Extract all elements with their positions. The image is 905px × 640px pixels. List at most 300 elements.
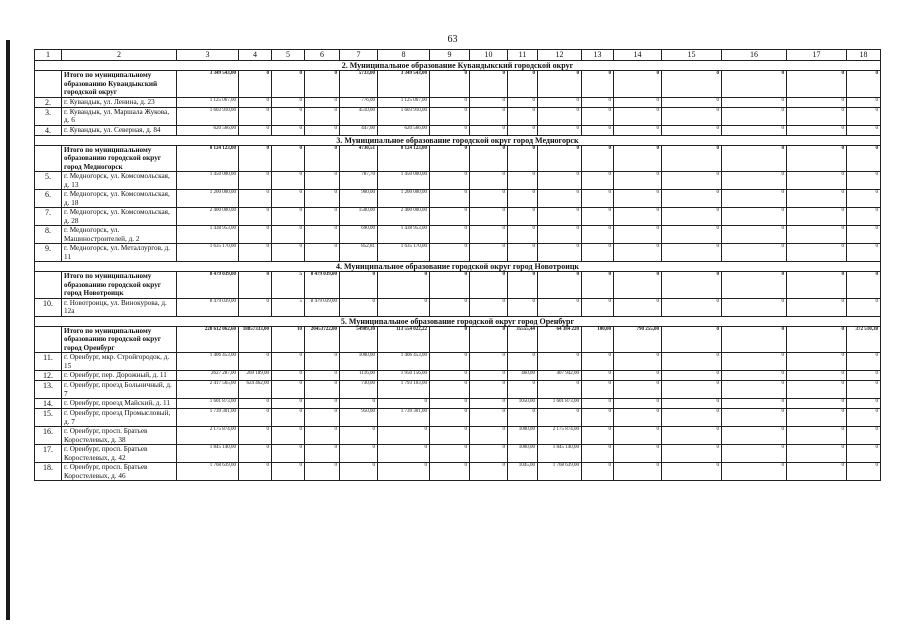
value-cell: 1 406 453,00 — [177, 353, 239, 371]
value-cell: 0 — [272, 427, 305, 445]
value-cell: 0 — [378, 427, 430, 445]
value-cell: 0 — [847, 244, 881, 262]
value-cell: 0 — [305, 427, 340, 445]
value-cell: 0 — [538, 244, 582, 262]
value-cell: 0 — [508, 298, 538, 316]
value-cell: 1 768 639,00 — [538, 463, 582, 481]
value-cell: 0 — [378, 445, 430, 463]
value-cell: 0 — [430, 371, 470, 381]
value-cell: 1 845 140,00 — [177, 445, 239, 463]
value-cell: 0 — [847, 427, 881, 445]
value-cell: 690,00 — [340, 226, 378, 244]
table-row — [35, 208, 881, 226]
value-cell: 0 — [305, 107, 340, 125]
table-row — [35, 244, 881, 262]
value-cell: 0 — [538, 71, 582, 98]
value-cell: 0 — [538, 172, 582, 190]
value-cell: 0 — [614, 125, 662, 135]
value-cell: 0 — [614, 427, 662, 445]
value-cell: 0 — [272, 145, 305, 172]
column-number: 16 — [722, 50, 787, 61]
value-cell: 1 406 453,00 — [378, 353, 430, 371]
value-cell: 1 200 000,00 — [378, 190, 430, 208]
value-cell: 10 — [272, 326, 305, 353]
value-cell: 0 — [538, 272, 582, 299]
table-row — [35, 226, 881, 244]
value-cell: 0 — [239, 427, 272, 445]
value-cell: 1 739 301,00 — [378, 409, 430, 427]
value-cell: 1116,00 — [340, 371, 378, 381]
value-cell: 0 — [272, 353, 305, 371]
value-cell: 0 — [538, 353, 582, 371]
value-cell: 0 — [430, 71, 470, 98]
value-cell: 0 — [722, 353, 787, 371]
value-cell: 1 635 170,00 — [378, 244, 430, 262]
row-index: 2. — [35, 97, 62, 107]
value-cell: 1 125 067,00 — [378, 97, 430, 107]
page-number: 63 — [447, 34, 458, 45]
value-cell: 0 — [662, 298, 722, 316]
value-cell: 0 — [787, 399, 847, 409]
value-cell: 0 — [508, 125, 538, 135]
value-cell: 0 — [272, 107, 305, 125]
row-name: г. Медногорск, ул. Комсомольская, д. 13 — [62, 172, 177, 190]
value-cell: 0 — [340, 298, 378, 316]
value-cell: 1 603 910,00 — [177, 107, 239, 125]
row-name: г. Новотроицк, ул. Винокурова, д. 12а — [62, 298, 177, 316]
value-cell: 0 — [508, 226, 538, 244]
table-row — [35, 445, 881, 463]
value-cell: 0 — [662, 381, 722, 399]
value-cell: 0 — [787, 208, 847, 226]
value-cell: 8 479 039,00 — [305, 272, 340, 299]
value-cell: 5 — [272, 272, 305, 299]
value-cell: 0 — [847, 97, 881, 107]
value-cell: 8 124 123,00 — [177, 145, 239, 172]
value-cell: 0 — [430, 427, 470, 445]
value-cell: 0 — [787, 107, 847, 125]
value-cell: 0 — [239, 145, 272, 172]
value-cell: 0 — [508, 353, 538, 371]
value-cell: 0 — [272, 208, 305, 226]
value-cell: 620 566,00 — [378, 125, 430, 135]
value-cell: 0 — [614, 371, 662, 381]
table-row — [35, 399, 881, 409]
value-cell: 0 — [582, 381, 614, 399]
value-cell: 0 — [470, 125, 508, 135]
value-cell: 0 — [582, 427, 614, 445]
value-cell: 0 — [508, 190, 538, 208]
value-cell: 0 — [847, 445, 881, 463]
value-cell: 0 — [847, 208, 881, 226]
value-cell: 0 — [662, 125, 722, 135]
value-cell: 0 — [305, 208, 340, 226]
value-cell: 0 — [722, 71, 787, 98]
value-cell: 4730,51 — [340, 145, 378, 172]
value-cell: 0 — [239, 445, 272, 463]
value-cell: 0 — [430, 326, 470, 353]
value-cell: 0 — [582, 409, 614, 427]
value-cell: 0 — [239, 97, 272, 107]
value-cell: 0 — [508, 244, 538, 262]
row-index: 11. — [35, 353, 62, 371]
column-number: 1 — [35, 50, 62, 61]
value-cell: 0 — [662, 427, 722, 445]
table-row — [35, 353, 881, 371]
row-index: 17. — [35, 445, 62, 463]
value-cell: 460,00 — [508, 371, 538, 381]
value-cell: 5 — [272, 298, 305, 316]
value-cell: 0 — [614, 172, 662, 190]
row-index: 15. — [35, 409, 62, 427]
value-cell: 0 — [847, 190, 881, 208]
value-cell: 113 554 022,22 — [378, 326, 430, 353]
value-cell: 0 — [662, 97, 722, 107]
value-cell: 1 438 953,00 — [378, 226, 430, 244]
value-cell: 776,00 — [340, 97, 378, 107]
row-index: 12. — [35, 371, 62, 381]
value-cell: 100,00 — [582, 326, 614, 353]
value-cell: 269 189,00 — [239, 371, 272, 381]
table-row — [35, 298, 881, 316]
value-cell: 8 479 039,00 — [177, 298, 239, 316]
value-cell: 0 — [847, 353, 881, 371]
table-row — [35, 190, 881, 208]
value-cell: 2 417 565,00 — [177, 381, 239, 399]
row-index: 13. — [35, 381, 62, 399]
value-cell: 0 — [662, 399, 722, 409]
value-cell: 0 — [508, 381, 538, 399]
row-index — [35, 71, 62, 98]
value-cell: 1 601 873,00 — [538, 399, 582, 409]
value-cell: 54989,30 — [340, 326, 378, 353]
value-cell: 787,70 — [340, 172, 378, 190]
column-number: 18 — [847, 50, 881, 61]
section-title: 5. Муниципальное образование городской округ город Оренбург — [35, 316, 881, 326]
value-cell: 0 — [538, 125, 582, 135]
value-cell: 0 — [847, 463, 881, 481]
value-cell: 0 — [787, 71, 847, 98]
value-cell: 0 — [662, 208, 722, 226]
table-row — [35, 381, 881, 399]
value-cell: 5733,00 — [340, 71, 378, 98]
value-cell: 0 — [662, 172, 722, 190]
value-cell: 0 — [305, 409, 340, 427]
row-index — [35, 272, 62, 299]
value-cell: 0 — [470, 298, 508, 316]
value-cell: 0 — [239, 71, 272, 98]
value-cell: 0 — [787, 244, 847, 262]
value-cell: 0 — [582, 244, 614, 262]
value-cell: 0 — [508, 272, 538, 299]
value-cell: 8 479 039,00 — [177, 272, 239, 299]
value-cell: 18857333,00 — [239, 326, 272, 353]
row-name: г. Оренбург, пер. Дорожный, д. 11 — [62, 371, 177, 381]
value-cell: 0 — [722, 272, 787, 299]
table-row — [35, 107, 881, 125]
value-cell: 0 — [582, 353, 614, 371]
value-cell: 0 — [470, 97, 508, 107]
value-cell: 790 255,00 — [614, 326, 662, 353]
value-cell: 0 — [614, 208, 662, 226]
value-cell: 0 — [847, 71, 881, 98]
value-cell: 1 125 067,00 — [177, 97, 239, 107]
value-cell: 0 — [847, 399, 881, 409]
row-index: 16. — [35, 427, 62, 445]
value-cell: 0 — [787, 298, 847, 316]
value-cell: 0 — [614, 107, 662, 125]
value-cell: 0 — [538, 298, 582, 316]
value-cell: 0 — [787, 353, 847, 371]
value-cell: 0 — [787, 409, 847, 427]
row-name: Итого по муниципальному образованию городской округ город Новотроицк — [62, 272, 177, 299]
value-cell: 0 — [239, 172, 272, 190]
value-cell: 0 — [847, 298, 881, 316]
value-cell: 0 — [787, 326, 847, 353]
value-cell: 0 — [582, 125, 614, 135]
value-cell: 0 — [470, 107, 508, 125]
value-cell: 0 — [239, 409, 272, 427]
value-cell: 0 — [239, 463, 272, 481]
value-cell: 0 — [470, 326, 508, 353]
row-index: 8. — [35, 226, 62, 244]
value-cell: 0 — [662, 226, 722, 244]
value-cell: 0 — [305, 71, 340, 98]
value-cell: 0 — [430, 353, 470, 371]
value-cell: 0 — [582, 97, 614, 107]
value-cell: 0 — [508, 172, 538, 190]
value-cell: 0 — [305, 97, 340, 107]
column-number: 7 — [340, 50, 378, 61]
value-cell: 0 — [787, 125, 847, 135]
value-cell: 950,00 — [340, 409, 378, 427]
value-cell: 0 — [662, 326, 722, 353]
value-cell: 0 — [722, 125, 787, 135]
column-number: 3 — [177, 50, 239, 61]
value-cell: 1 450 000,00 — [378, 172, 430, 190]
column-number: 13 — [582, 50, 614, 61]
value-cell: 1000,00 — [508, 445, 538, 463]
column-number: 14 — [614, 50, 662, 61]
value-cell: 0 — [722, 226, 787, 244]
value-cell: 0 — [847, 125, 881, 135]
value-cell: 0 — [470, 381, 508, 399]
value-cell: 0 — [847, 272, 881, 299]
value-cell: 0 — [722, 463, 787, 481]
value-cell: 0 — [722, 427, 787, 445]
value-cell: 0 — [430, 381, 470, 399]
value-cell: 0 — [662, 190, 722, 208]
value-cell: 0 — [470, 226, 508, 244]
value-cell: 0 — [538, 409, 582, 427]
value-cell: 0 — [847, 409, 881, 427]
value-cell: 0 — [614, 381, 662, 399]
value-cell: 2 400 000,00 — [177, 208, 239, 226]
value-cell: 0 — [378, 272, 430, 299]
table-row — [35, 409, 881, 427]
value-cell: 0 — [722, 409, 787, 427]
value-cell: 0 — [538, 226, 582, 244]
value-cell: 0 — [340, 427, 378, 445]
value-cell: 0 — [508, 145, 538, 172]
total-row — [35, 326, 881, 353]
value-cell: 0 — [722, 244, 787, 262]
value-cell: 0 — [722, 381, 787, 399]
value-cell: 0 — [662, 445, 722, 463]
value-cell: 0 — [582, 399, 614, 409]
value-cell: 0 — [614, 244, 662, 262]
value-cell: 20453722,00 — [305, 326, 340, 353]
value-cell: 0 — [614, 272, 662, 299]
value-cell: 64 384 220 — [538, 326, 582, 353]
value-cell: 0 — [787, 97, 847, 107]
value-cell: 0 — [470, 399, 508, 409]
value-cell: 0 — [614, 298, 662, 316]
value-cell: 0 — [787, 145, 847, 172]
value-cell: 0 — [538, 190, 582, 208]
value-cell: 0 — [614, 71, 662, 98]
value-cell: 0 — [470, 208, 508, 226]
value-cell: 0 — [582, 371, 614, 381]
value-cell: 0 — [787, 226, 847, 244]
value-cell: 0 — [538, 145, 582, 172]
value-cell: 0 — [430, 145, 470, 172]
row-index: 18. — [35, 463, 62, 481]
value-cell: 0 — [787, 427, 847, 445]
section-title: 2. Муниципальное образование Кувандыкский городской округ — [35, 61, 881, 71]
value-cell: 0 — [378, 399, 430, 409]
total-row — [35, 145, 881, 172]
value-cell: 4510,00 — [340, 107, 378, 125]
value-cell: 0 — [239, 272, 272, 299]
value-cell: 1 200 000,00 — [177, 190, 239, 208]
value-cell: 8 479 039,00 — [305, 298, 340, 316]
value-cell: 0 — [538, 381, 582, 399]
value-cell: 0 — [272, 399, 305, 409]
value-cell: 0 — [430, 463, 470, 481]
value-cell: 0 — [305, 244, 340, 262]
column-number: 6 — [305, 50, 340, 61]
value-cell: 0 — [508, 71, 538, 98]
row-index: 6. — [35, 190, 62, 208]
table-row — [35, 97, 881, 107]
value-cell: 1045,00 — [508, 463, 538, 481]
value-cell: 0 — [582, 208, 614, 226]
value-cell: 447,00 — [340, 125, 378, 135]
section-title: 4. Муниципальное образование городской округ город Новотроицк — [35, 262, 881, 272]
value-cell: 1050,00 — [508, 399, 538, 409]
value-cell: 0 — [847, 107, 881, 125]
binder-edge — [6, 40, 10, 620]
row-index: 14. — [35, 399, 62, 409]
value-cell: 0 — [340, 463, 378, 481]
value-cell: 0 — [722, 107, 787, 125]
value-cell: 1 793 103,00 — [378, 381, 430, 399]
value-cell: 1 450 000,00 — [177, 172, 239, 190]
value-cell: 407 942,00 — [538, 371, 582, 381]
value-cell: 0 — [305, 145, 340, 172]
table-row — [35, 125, 881, 135]
value-cell: 0 — [272, 226, 305, 244]
column-number: 17 — [787, 50, 847, 61]
value-cell: 0 — [305, 190, 340, 208]
value-cell: 0 — [470, 463, 508, 481]
value-cell: 0 — [538, 107, 582, 125]
value-cell: 0 — [847, 226, 881, 244]
table-row — [35, 427, 881, 445]
value-cell: 372 510,38 — [847, 326, 881, 353]
value-cell: 0 — [847, 371, 881, 381]
section-title: 3. Муниципальное образование городской округ город Медногорск — [35, 135, 881, 145]
row-name: г. Кувандык, ул. Маршала Жукова, д. 6 — [62, 107, 177, 125]
value-cell: 0 — [305, 371, 340, 381]
column-number: 10 — [470, 50, 508, 61]
value-cell: 0 — [272, 381, 305, 399]
value-cell: 2627 287,00 — [177, 371, 239, 381]
value-cell: 0 — [378, 298, 430, 316]
row-name: г. Кувандык, ул. Северная, д. 84 — [62, 125, 177, 135]
value-cell: 3 349 543,00 — [378, 71, 430, 98]
value-cell: 3 349 543,00 — [177, 71, 239, 98]
value-cell: 0 — [239, 298, 272, 316]
row-name: г. Оренбург, просп. Братьев Коростелевых, д. 42 — [62, 445, 177, 463]
value-cell: 0 — [470, 272, 508, 299]
value-cell: 0 — [582, 107, 614, 125]
value-cell: 0 — [430, 107, 470, 125]
value-cell: 0 — [430, 272, 470, 299]
value-cell: 1500,00 — [340, 208, 378, 226]
value-cell: 0 — [508, 208, 538, 226]
value-cell: 0 — [470, 145, 508, 172]
value-cell: 0 — [340, 272, 378, 299]
value-cell: 0 — [272, 71, 305, 98]
value-cell: 0 — [614, 226, 662, 244]
row-name: г. Оренбург, проезд Больничный, д. 7 — [62, 381, 177, 399]
row-name: г. Медногорск, ул. Машиностроителей, д. 2 — [62, 226, 177, 244]
value-cell: 0 — [239, 399, 272, 409]
value-cell: 0 — [582, 272, 614, 299]
column-number: 8 — [378, 50, 430, 61]
value-cell: 624 462,00 — [239, 381, 272, 399]
value-cell: 1 950 156,00 — [378, 371, 430, 381]
value-cell: 0 — [305, 381, 340, 399]
value-cell: 0 — [272, 190, 305, 208]
row-name: г. Медногорск, ул. Комсомольская, д. 18 — [62, 190, 177, 208]
value-cell: 0 — [430, 97, 470, 107]
value-cell: 0 — [582, 226, 614, 244]
value-cell: 0 — [614, 409, 662, 427]
value-cell: 0 — [614, 353, 662, 371]
value-cell: 0 — [239, 226, 272, 244]
value-cell: 0 — [470, 409, 508, 427]
row-name: г. Медногорск, ул. Комсомольская, д. 28 — [62, 208, 177, 226]
row-name: Итого по муниципальному образованию городской округ город Оренбург — [62, 326, 177, 353]
table-row — [35, 371, 881, 381]
value-cell: 0 — [470, 353, 508, 371]
value-cell: 0 — [430, 190, 470, 208]
column-number: 5 — [272, 50, 305, 61]
row-name: г. Оренбург, проезд Промысловый, д. 7 — [62, 409, 177, 427]
value-cell: 0 — [722, 371, 787, 381]
row-name: г. Оренбург, мкр. Стройгородок, д. 15 — [62, 353, 177, 371]
value-cell: 0 — [305, 172, 340, 190]
value-cell: 0 — [470, 172, 508, 190]
value-cell: 0 — [847, 145, 881, 172]
row-index: 4. — [35, 125, 62, 135]
value-cell: 0 — [470, 190, 508, 208]
section-header-row — [35, 61, 881, 71]
value-cell: 1 739 301,00 — [177, 409, 239, 427]
